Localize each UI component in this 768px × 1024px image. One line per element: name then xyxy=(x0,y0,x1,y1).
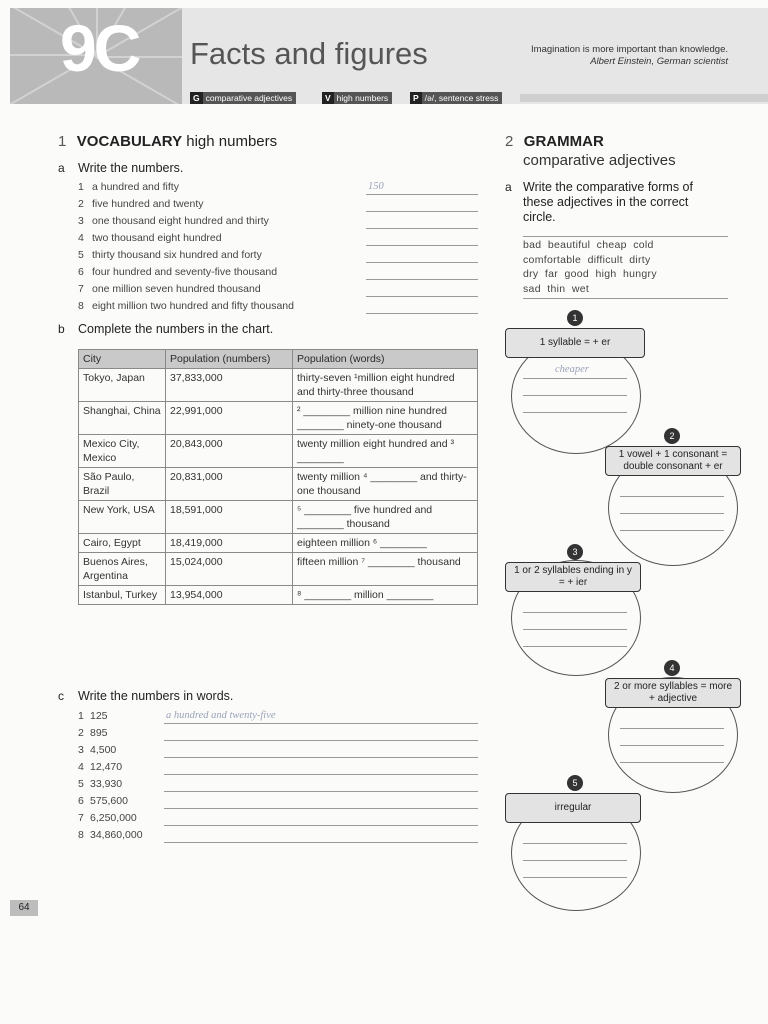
circle-number: 4 xyxy=(664,660,680,676)
answer-line[interactable] xyxy=(620,513,724,514)
cell-words[interactable]: ² ________ million nine hundred ________ ninety-one thousand xyxy=(293,402,478,435)
exercise-a-instruction: Write the numbers. xyxy=(78,161,184,175)
item-number: 6 xyxy=(78,266,84,278)
item-number: 8 xyxy=(78,300,84,312)
cell-words[interactable]: ⁵ ________ five hundred and ________ thousand xyxy=(293,501,478,534)
grammar-subtitle: comparative adjectives xyxy=(523,152,676,169)
cell-words[interactable]: twenty million eight hundred and ³ ________ xyxy=(293,435,478,468)
cell-city: Shanghai, China xyxy=(79,402,166,435)
section-title: GRAMMAR xyxy=(523,133,604,150)
item-number-value: 33,930 xyxy=(90,778,123,790)
answer-line[interactable] xyxy=(164,723,478,724)
answer-line[interactable] xyxy=(366,313,478,314)
answer-line[interactable] xyxy=(366,296,478,297)
item-text: thirty thousand six hundred and forty xyxy=(92,249,262,261)
tag-text: high numbers xyxy=(336,93,389,103)
example-answer: cheaper xyxy=(555,364,589,375)
table-row xyxy=(79,468,478,501)
cell-city: Cairo, Egypt xyxy=(79,534,166,553)
cell-city: Istanbul, Turkey xyxy=(79,586,166,605)
circle-number: 5 xyxy=(567,775,583,791)
word-row: sad thin wet xyxy=(523,282,590,295)
cell-city: Tokyo, Japan xyxy=(79,369,166,402)
cell-city: São Paulo, Brazil xyxy=(79,468,166,501)
answer-text: a hundred and twenty-five xyxy=(166,710,276,721)
circle-number: 1 xyxy=(567,310,583,326)
cell-words[interactable]: twenty million ⁴ ________ and thirty-one thousand xyxy=(293,468,478,501)
column-header-city: City xyxy=(79,350,166,369)
answer-text: 150 xyxy=(368,181,384,192)
cell-number: 20,843,000 xyxy=(166,435,293,468)
item-number: 6 xyxy=(78,795,84,807)
item-number: 1 xyxy=(78,181,84,193)
table-row xyxy=(79,501,478,534)
answer-line[interactable] xyxy=(523,629,627,630)
vocab-heading xyxy=(58,133,277,151)
exercise-letter-a: a xyxy=(505,180,512,194)
item-number: 5 xyxy=(78,249,84,261)
cell-words[interactable]: thirty-seven ¹million eight hundred and thirty-three thousand xyxy=(293,369,478,402)
answer-line[interactable] xyxy=(523,860,627,861)
divider xyxy=(523,298,728,299)
tag-letter: V xyxy=(322,92,334,104)
answer-line[interactable] xyxy=(620,728,724,729)
section-subtitle: high numbers xyxy=(186,133,278,150)
item-text: five hundred and twenty xyxy=(92,198,204,210)
answer-line[interactable] xyxy=(620,530,724,531)
item-number: 4 xyxy=(78,761,84,773)
item-number-value: 575,600 xyxy=(90,795,128,807)
item-text: a hundred and fifty xyxy=(92,181,179,193)
cell-words[interactable]: ⁸ ________ million ________ xyxy=(293,586,478,605)
answer-line[interactable] xyxy=(523,843,627,844)
cell-number: 22,991,000 xyxy=(166,402,293,435)
answer-line[interactable] xyxy=(366,211,478,212)
cell-number: 13,954,000 xyxy=(166,586,293,605)
table-row xyxy=(79,534,478,553)
tag-text: /ə/, sentence stress xyxy=(424,93,499,103)
exercise-b-instruction: Complete the numbers in the chart. xyxy=(78,322,274,336)
word-row: dry far good high hungry xyxy=(523,268,657,280)
cell-city: Buenos Aires, Argentina xyxy=(79,553,166,586)
item-text: four hundred and seventy-five thousand xyxy=(92,266,278,278)
rule-box: 2 or more syllables = more + adjective xyxy=(605,678,741,708)
table-row xyxy=(79,369,478,402)
item-text: two thousand eight hundred xyxy=(92,232,222,244)
item-number-value: 4,500 xyxy=(90,744,117,756)
cell-city: Mexico City, Mexico xyxy=(79,435,166,468)
column-header-numbers: Population (numbers) xyxy=(166,350,293,369)
divider xyxy=(523,236,728,237)
item-number: 2 xyxy=(78,727,84,739)
tag-bar xyxy=(520,94,768,102)
table-row xyxy=(79,586,478,605)
item-text: eight million two hundred and fifty thousand xyxy=(92,300,294,312)
tag-vocabulary xyxy=(322,92,392,104)
table-header-row xyxy=(79,350,478,369)
answer-line[interactable] xyxy=(164,791,478,792)
answer-line[interactable] xyxy=(523,877,627,878)
item-number: 3 xyxy=(78,744,84,756)
rule-box: 1 syllable = + er xyxy=(505,328,645,358)
answer-line[interactable] xyxy=(164,825,478,826)
word-row: bad beautiful cheap cold xyxy=(523,239,654,251)
cell-number: 18,419,000 xyxy=(166,534,293,553)
answer-line[interactable] xyxy=(523,646,627,647)
answer-line[interactable] xyxy=(164,740,478,741)
answer-line[interactable] xyxy=(523,412,627,413)
exercise-letter-a: a xyxy=(58,161,65,175)
tag-letter: P xyxy=(410,92,422,104)
answer-line[interactable] xyxy=(523,395,627,396)
item-number-value: 125 xyxy=(90,710,108,722)
item-number-value: 895 xyxy=(90,727,108,739)
tag-pronunciation xyxy=(410,92,502,104)
item-number: 5 xyxy=(78,778,84,790)
lesson-title: Facts and figures xyxy=(190,36,428,71)
item-number: 1 xyxy=(78,710,84,722)
item-number: 8 xyxy=(78,829,84,841)
item-number: 7 xyxy=(78,812,84,824)
quote-author: Albert Einstein, German scientist xyxy=(590,56,728,67)
item-number: 4 xyxy=(78,232,84,244)
section-number: 1 xyxy=(58,133,67,150)
answer-line[interactable] xyxy=(523,378,627,379)
answer-line[interactable] xyxy=(620,745,724,746)
item-number-value: 12,470 xyxy=(90,761,123,773)
tag-letter: G xyxy=(190,92,203,104)
tag-text: comparative adjectives xyxy=(205,93,293,103)
answer-line[interactable] xyxy=(366,262,478,263)
item-number: 7 xyxy=(78,283,84,295)
answer-line[interactable] xyxy=(366,194,478,195)
word-row: comfortable difficult dirty xyxy=(523,253,651,266)
quote-text: Imagination is more important than knowledge. xyxy=(531,44,728,55)
quote xyxy=(470,44,728,68)
population-table xyxy=(78,349,478,605)
cell-words[interactable]: eighteen million ⁶ ________ xyxy=(293,534,478,553)
grammar-heading xyxy=(505,133,604,151)
item-number-value: 6,250,000 xyxy=(90,812,137,824)
section-title: VOCABULARY xyxy=(76,133,183,150)
cell-number: 20,831,000 xyxy=(166,468,293,501)
circle-number: 3 xyxy=(567,544,583,560)
answer-line[interactable] xyxy=(366,245,478,246)
cell-city: New York, USA xyxy=(79,501,166,534)
exercise-letter-b: b xyxy=(58,322,65,336)
exercise-letter-c: c xyxy=(58,689,64,703)
unit-number: 9C xyxy=(60,11,139,85)
circle-number: 2 xyxy=(664,428,680,444)
answer-line[interactable] xyxy=(366,279,478,280)
cell-number: 15,024,000 xyxy=(166,553,293,586)
answer-line[interactable] xyxy=(164,808,478,809)
rule-box: 1 vowel + 1 consonant = double consonant + er xyxy=(605,446,741,476)
cell-number: 18,591,000 xyxy=(166,501,293,534)
table-row xyxy=(79,553,478,586)
answer-line[interactable] xyxy=(523,612,627,613)
item-text: one million seven hundred thousand xyxy=(92,283,261,295)
cell-number: 37,833,000 xyxy=(166,369,293,402)
item-number: 3 xyxy=(78,215,84,227)
answer-line[interactable] xyxy=(620,762,724,763)
answer-line[interactable] xyxy=(164,774,478,775)
answer-line[interactable] xyxy=(366,228,478,229)
answer-line[interactable] xyxy=(164,842,478,843)
table-row xyxy=(79,402,478,435)
answer-line[interactable] xyxy=(164,757,478,758)
rule-box: 1 or 2 syllables ending in y = + ier xyxy=(505,562,641,592)
item-number: 2 xyxy=(78,198,84,210)
item-number-value: 34,860,000 xyxy=(90,829,143,841)
page-number: 64 xyxy=(10,900,38,916)
tag-grammar xyxy=(190,92,296,104)
answer-line[interactable] xyxy=(620,496,724,497)
grammar-a-instruction: Write the comparative forms of these adjectives in the correct circle. xyxy=(523,180,693,224)
exercise-c-instruction: Write the numbers in words. xyxy=(78,689,234,703)
section-number: 2 xyxy=(505,133,514,150)
cell-words[interactable]: fifteen million ⁷ ________ thousand xyxy=(293,553,478,586)
column-header-words: Population (words) xyxy=(293,350,478,369)
rule-box: irregular xyxy=(505,793,641,823)
table-row xyxy=(79,435,478,468)
item-text: one thousand eight hundred and thirty xyxy=(92,215,269,227)
